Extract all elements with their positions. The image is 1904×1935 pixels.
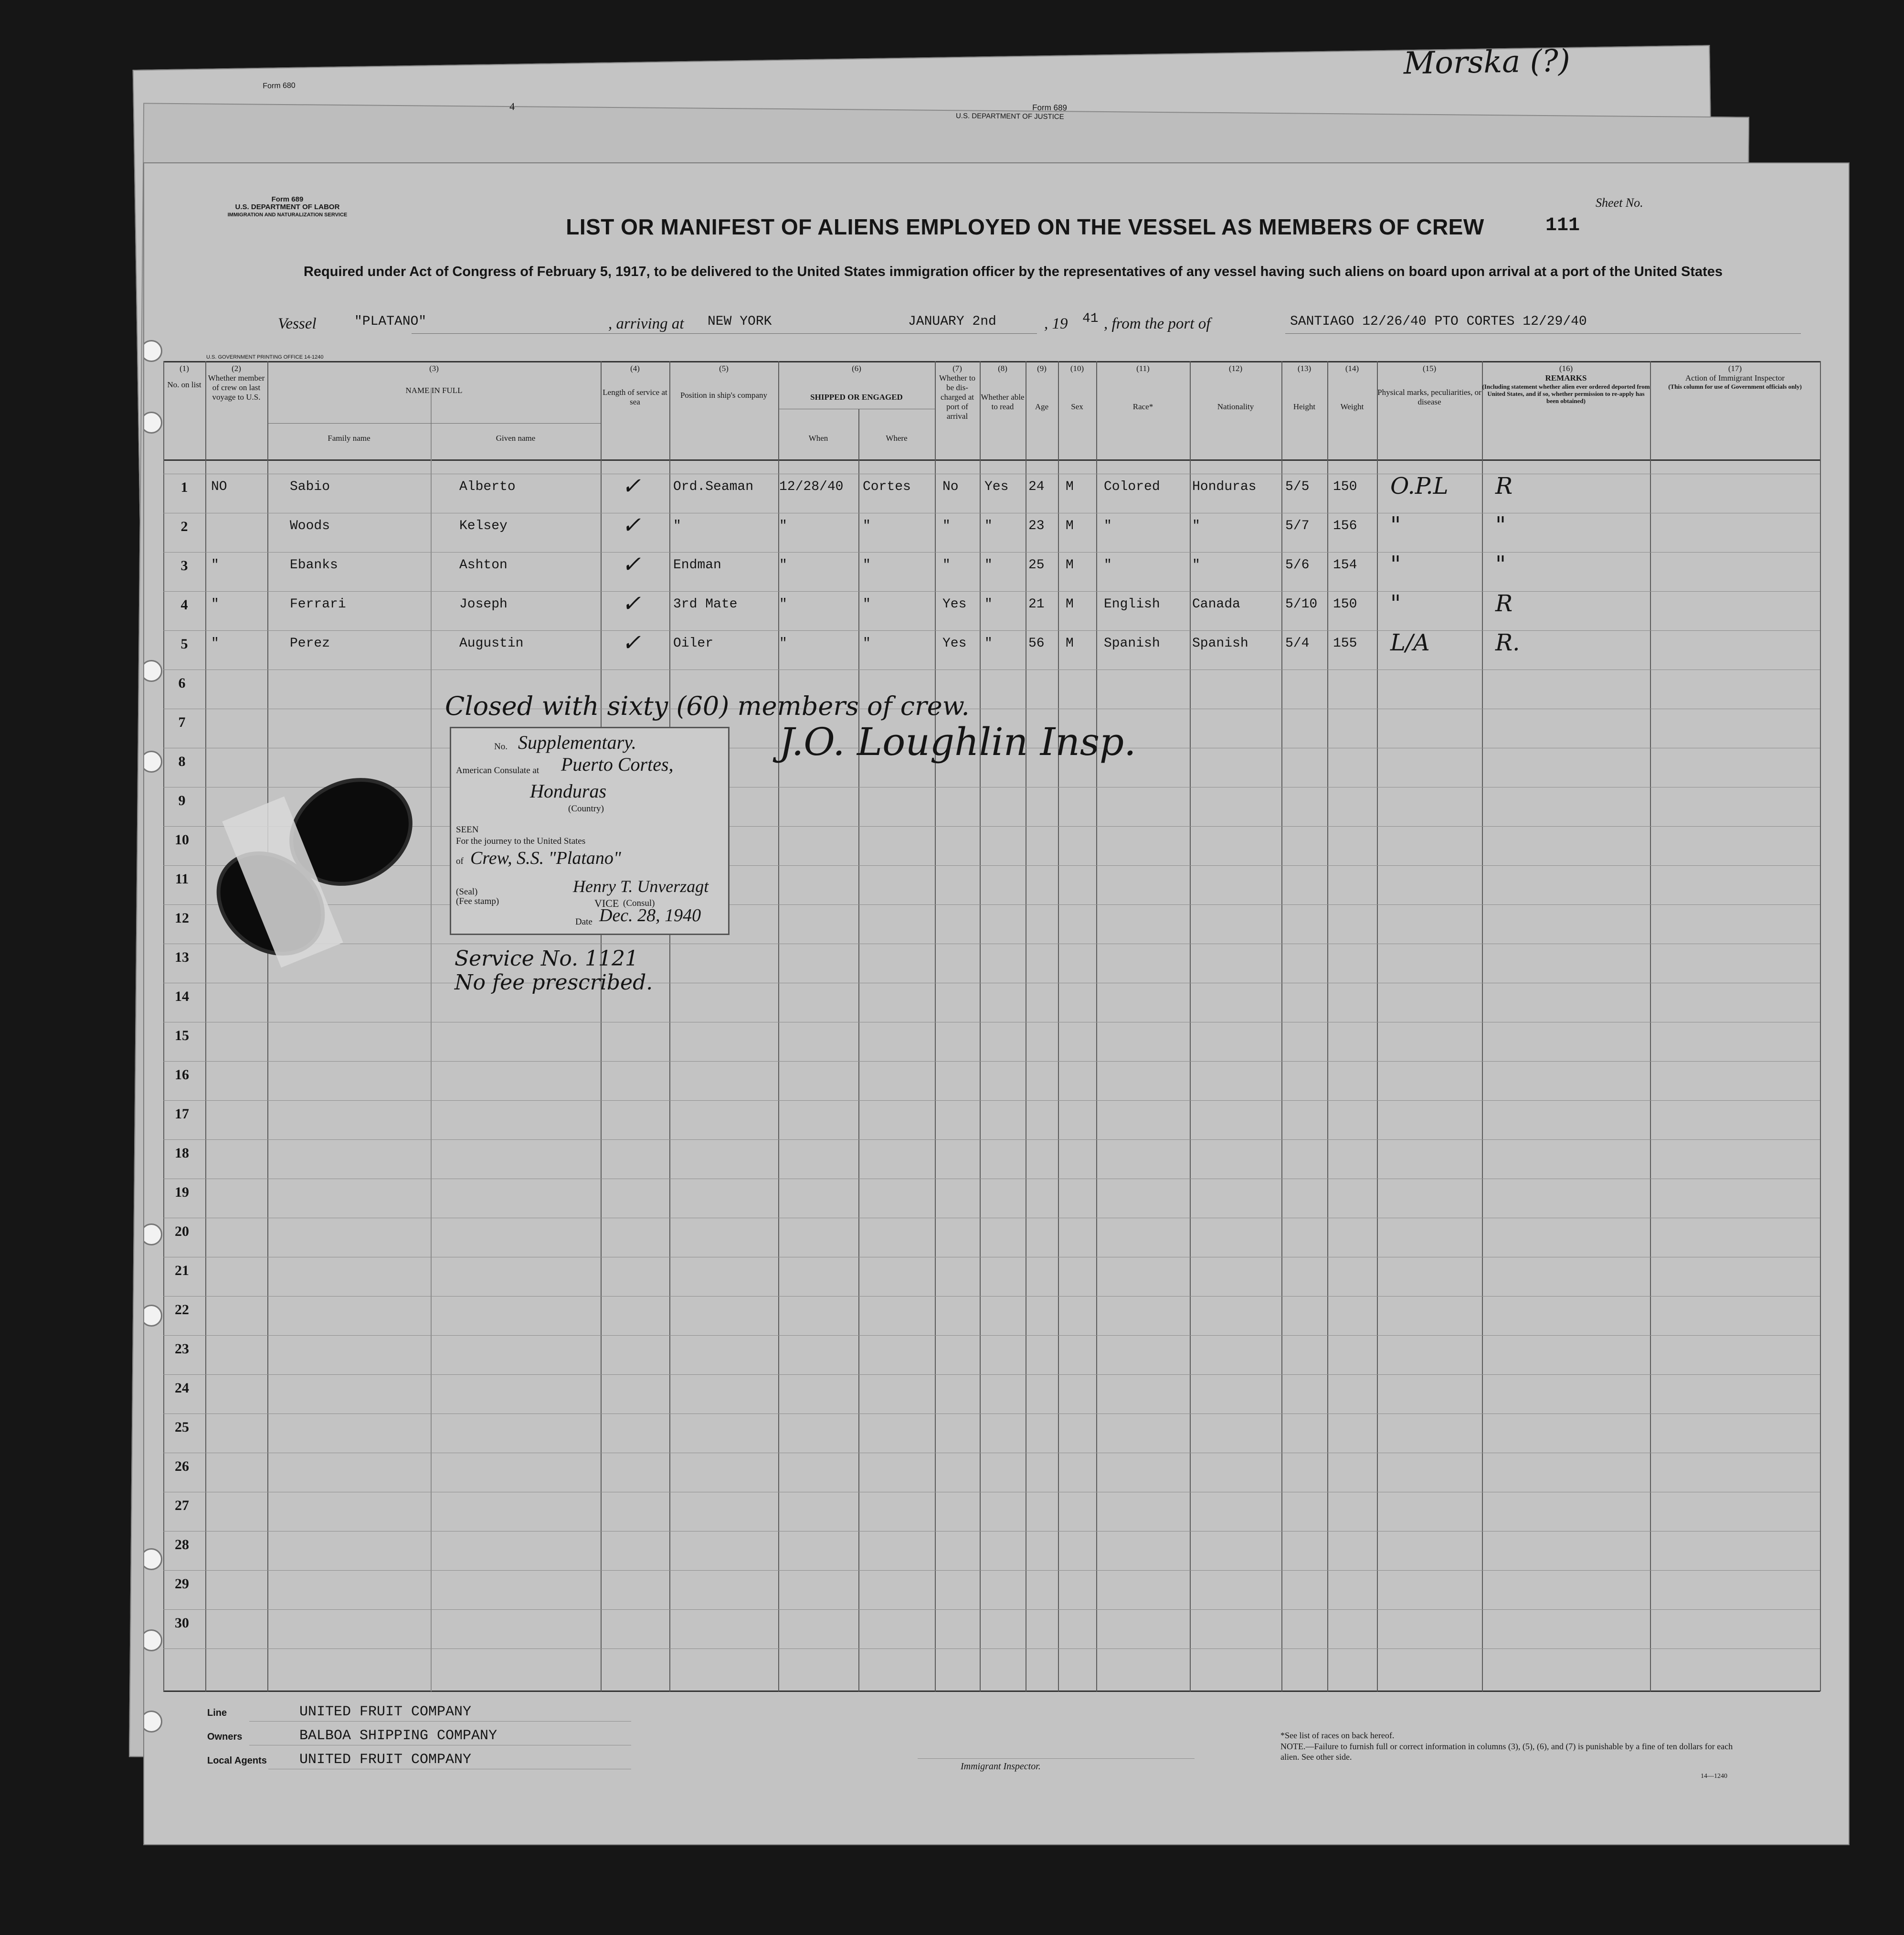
col11-number: (11) [1136, 364, 1150, 373]
row-2-weight: 156 [1333, 519, 1357, 533]
col-header-discharged: Whether to be dis-charged at port of arrival [939, 373, 975, 421]
row-rule [163, 1296, 1820, 1297]
row-2-sex: M [1066, 519, 1074, 533]
row-number: 15 [175, 1028, 189, 1043]
row-2-discharged: " [942, 519, 951, 533]
col10-number: (10) [1070, 364, 1084, 373]
row-5-given: Augustin [459, 636, 524, 651]
header-bottom-rule [163, 459, 1820, 461]
row-rule [163, 1648, 1820, 1649]
row-4-when: " [779, 597, 787, 612]
row-4-nationality: Canada [1192, 597, 1240, 612]
col15-number: (15) [1422, 364, 1437, 373]
row-1-discharged: No [942, 479, 959, 494]
col-header-physical-marks: Physical marks, peculiarities, or disease [1377, 388, 1481, 406]
col3-number: (3) [429, 364, 439, 373]
col-header-where: Where [886, 434, 908, 443]
stamp-consul-label: (Consul) [623, 898, 655, 908]
table-bottom-rule [163, 1690, 1820, 1692]
row-3-marks: " [1390, 551, 1401, 578]
row-number: 16 [175, 1067, 189, 1083]
row-rule [163, 904, 1820, 905]
owners-label: Owners [207, 1732, 243, 1742]
row-rule [163, 826, 1820, 827]
line-label: Line [207, 1708, 227, 1718]
col-header-able-to-read: Whether able to read [981, 393, 1025, 411]
stamp-signature: Henry T. Unverzagt [573, 877, 709, 896]
row-rule [163, 1374, 1820, 1375]
row-number: 24 [175, 1380, 189, 1396]
arrival-port: NEW YORK [708, 314, 772, 329]
row-rule [163, 1100, 1820, 1101]
row-rule [163, 1061, 1820, 1062]
col-header-name: NAME IN FULL [405, 386, 463, 395]
sheet-number: 111 [1545, 215, 1580, 236]
row-number: 6 [178, 675, 186, 691]
punch-hole [143, 1305, 162, 1327]
manifest-subtitle: Required under Act of Congress of February 5, 1917, to be delivered to the United States immigration officer by the representatives of any vessel having such aliens on board upon arrival at a port of the United States [303, 264, 1723, 279]
row-4-no: 4 [180, 597, 188, 613]
row-5-race: Spanish [1104, 636, 1160, 651]
row-1-nationality: Honduras [1192, 479, 1257, 494]
col-header-position: Position in ship's company [680, 391, 768, 400]
stamp-vice: VICE [594, 897, 619, 909]
col-header-remarks: REMARKS [1545, 373, 1587, 383]
service-label: IMMIGRATION AND NATURALIZATION SERVICE [227, 212, 348, 218]
owners-value: BALBOA SHIPPING COMPANY [299, 1728, 497, 1744]
printing-office: U.S. GOVERNMENT PRINTING OFFICE 14-1240 [206, 354, 324, 360]
col16-number: (16) [1559, 364, 1573, 373]
bg-form-label: Form 680 [263, 81, 296, 90]
col-header-length-of-service: Length of service at sea [603, 388, 667, 406]
row-3-nationality: " [1192, 558, 1200, 573]
stamp-journey: For the journey to the United States [456, 836, 586, 846]
bg-department: U.S. DEPARTMENT OF JUSTICE [955, 112, 1064, 121]
row-4-read: " [984, 597, 993, 612]
inspector-label: Immigrant Inspector. [961, 1761, 1041, 1772]
row-number: 17 [175, 1106, 189, 1122]
row-number: 7 [178, 714, 186, 730]
row-2-marks: " [1390, 512, 1401, 539]
arrival-year: 41 [1082, 311, 1099, 326]
row-5-remarks: R. [1495, 629, 1520, 656]
row-3-last: " [211, 558, 219, 573]
row-number: 10 [175, 832, 189, 848]
row-2-nationality: " [1192, 519, 1200, 533]
row-number: 18 [175, 1145, 189, 1161]
punch-hole [143, 751, 162, 773]
row-number: 12 [175, 910, 189, 926]
row-2-where: " [863, 519, 871, 533]
vessel-name: "PLATANO" [354, 314, 427, 329]
row-number: 25 [175, 1419, 189, 1435]
stamp-country-label: (Country) [568, 804, 604, 814]
penalty-note: NOTE.—Failure to furnish full or correct information in columns (3), (5), (6), and (7) is punishable by a fine of ten dollars for each alien. See other side. [1280, 1742, 1733, 1762]
service-number-note: Service No. 1121 [455, 946, 638, 971]
stamp-fee-label: (Fee stamp) [456, 896, 499, 906]
row-number: 22 [175, 1302, 189, 1318]
row-4-marks: " [1390, 590, 1401, 617]
stamp-of-label: of [456, 856, 464, 866]
row-1-sex: M [1066, 479, 1074, 494]
row-5-nationality: Spanish [1192, 636, 1248, 651]
stamp-date-label: Date [575, 917, 592, 927]
row-number: 23 [175, 1341, 189, 1357]
stamp-seal-label: (Seal) [456, 887, 478, 897]
row-1-age: 24 [1028, 479, 1045, 494]
row-1-family: Sabio [290, 479, 330, 494]
row-rule [163, 1139, 1820, 1140]
col-header-when: When [808, 434, 828, 443]
row-5-sex: M [1066, 636, 1074, 651]
row-2-position: " [673, 519, 681, 533]
row-5-read: " [984, 636, 993, 651]
row-5-family: Perez [290, 636, 330, 651]
stamp-no-label: No. [494, 742, 508, 752]
stamp-date-value: Dec. 28, 1940 [599, 905, 701, 925]
col-header-shipped: SHIPPED OR ENGAGED [810, 393, 903, 402]
col-line [1820, 361, 1821, 1691]
col8-number: (8) [998, 364, 1007, 373]
row-number: 26 [175, 1458, 189, 1474]
row-3-service: ✓ [622, 551, 641, 578]
row-3-weight: 154 [1333, 558, 1357, 573]
col-header-height: Height [1293, 402, 1316, 411]
row-4-family: Ferrari [290, 597, 346, 612]
row-1-no: 1 [180, 479, 188, 495]
row-4-weight: 150 [1333, 597, 1357, 612]
inspector-signature: J.O. Loughlin Insp. [779, 720, 1136, 764]
col5-number: (5) [719, 364, 729, 373]
row-number: 29 [175, 1576, 189, 1592]
col-header-family-name: Family name [328, 434, 370, 443]
no-fee-note: No fee prescribed. [455, 970, 653, 995]
inspector-signature-line [918, 1758, 1195, 1759]
row-number: 27 [175, 1498, 189, 1513]
row-5-when: " [779, 636, 787, 651]
row-4-age: 21 [1028, 597, 1045, 612]
stamp-no-value: Supplementary. [518, 732, 636, 753]
row-3-race: " [1104, 558, 1112, 573]
sheet-no-label: Sheet No. [1596, 196, 1643, 210]
row-3-given: Ashton [459, 558, 508, 573]
row-4-last: " [211, 597, 219, 612]
row-2-read: " [984, 519, 993, 533]
row-number: 20 [175, 1223, 189, 1239]
stamp-of-value: Crew, S.S. "Platano" [470, 848, 621, 868]
punch-hole [143, 1223, 162, 1245]
row-2-remarks: " [1495, 512, 1506, 539]
row-4-remarks: R [1495, 590, 1513, 617]
row-rule [163, 865, 1820, 866]
row-5-last: " [211, 636, 219, 651]
manifest-sheet [143, 162, 1850, 1845]
from-underline [1285, 333, 1801, 334]
stamp-consulate-value: Puerto Cortes, [561, 754, 674, 775]
row-1-weight: 150 [1333, 479, 1357, 494]
row-1-read: Yes [984, 479, 1009, 494]
row-3-where: " [863, 558, 871, 573]
row-1-race: Colored [1104, 479, 1160, 494]
row-1-when: 12/28/40 [779, 479, 844, 494]
col-header-given-name: Given name [496, 434, 536, 443]
agents-value: UNITED FRUIT COMPANY [299, 1752, 472, 1768]
row-4-service: ✓ [622, 590, 641, 617]
col-header-sex: Sex [1071, 402, 1083, 411]
from-port-label: , from the port of [1104, 315, 1211, 332]
col-line [431, 388, 432, 1691]
row-4-given: Joseph [459, 597, 508, 612]
row-3-age: 25 [1028, 558, 1045, 573]
form-code: 14—1240 [1701, 1773, 1727, 1780]
races-note: *See list of races on back hereof. [1280, 1731, 1395, 1740]
col-header-last-voyage: Whether member of crew on last voyage to U.S. [208, 373, 265, 402]
form-number: Form 689 [271, 195, 304, 203]
punch-hole [143, 340, 162, 362]
col12-number: (12) [1228, 364, 1243, 373]
col4-number: (4) [630, 364, 640, 373]
row-1-service: ✓ [622, 473, 641, 500]
row-number: 9 [178, 793, 186, 808]
col1-number: (1) [180, 364, 189, 373]
row-4-where: " [863, 597, 871, 612]
col6-number: (6) [852, 364, 861, 373]
row-rule [163, 1570, 1820, 1571]
row-4-discharged: Yes [942, 597, 967, 612]
row-5-weight: 155 [1333, 636, 1357, 651]
row-number: 30 [175, 1615, 189, 1631]
port-underline [703, 333, 1037, 334]
col17-number: (17) [1728, 364, 1742, 373]
row-2-family: Woods [290, 519, 330, 533]
row-2-race: " [1104, 519, 1112, 533]
closing-note: Closed with sixty (60) members of crew. [445, 691, 970, 721]
arrival-date: JANUARY 2nd [908, 314, 996, 329]
manifest-title: LIST OR MANIFEST OF ALIENS EMPLOYED ON THE VESSEL AS MEMBERS OF CREW [566, 214, 1484, 239]
col-header-inspector-note: (This column for use of Government officials only) [1668, 383, 1802, 390]
bg-form-label-2: Form 689 [1032, 103, 1067, 113]
row-5-service: ✓ [622, 629, 641, 656]
vessel-label: Vessel [278, 315, 317, 332]
department-label: U.S. DEPARTMENT OF LABOR [235, 203, 340, 211]
punch-hole [143, 660, 162, 682]
bg-number: 4 [509, 100, 515, 113]
row-4-position: 3rd Mate [673, 597, 738, 612]
line-underline [249, 1721, 631, 1722]
row-number: 13 [175, 949, 189, 965]
row-1-remarks: R [1495, 473, 1513, 500]
row-1-last: NO [211, 479, 227, 494]
col-header-no-on-list: No. on list [167, 380, 201, 389]
row-number: 14 [175, 989, 189, 1004]
col9-number: (9) [1037, 364, 1047, 373]
row-rule [163, 1609, 1820, 1610]
col-header-race: Race* [1132, 402, 1153, 411]
punch-hole [143, 1711, 162, 1733]
col-header-weight: Weight [1340, 402, 1364, 411]
row-number: 19 [175, 1184, 189, 1200]
punch-hole [143, 1548, 162, 1570]
col14-number: (14) [1345, 364, 1359, 373]
row-3-sex: M [1066, 558, 1074, 573]
col-header-age: Age [1035, 402, 1049, 411]
stamp-seen: SEEN [456, 825, 479, 835]
col-header-nationality: Nationality [1217, 402, 1254, 411]
row-2-age: 23 [1028, 519, 1045, 533]
row-3-position: Endman [673, 558, 721, 573]
punch-hole [143, 1629, 162, 1651]
row-3-height: 5/6 [1285, 558, 1310, 573]
row-2-service: ✓ [622, 512, 641, 539]
year-prefix: , 19 [1044, 315, 1068, 332]
arriving-label: , arriving at [608, 315, 684, 332]
departure-ports: SANTIAGO 12/26/40 PTO CORTES 12/29/40 [1290, 314, 1587, 329]
row-4-sex: M [1066, 597, 1074, 612]
row-3-no: 3 [180, 558, 188, 574]
row-2-when: " [779, 519, 787, 533]
row-5-where: " [863, 636, 871, 651]
row-number: 11 [175, 871, 189, 887]
col2-number: (2) [232, 364, 241, 373]
row-2-height: 5/7 [1285, 519, 1310, 533]
row-5-height: 5/4 [1285, 636, 1310, 651]
stamp-country-value: Honduras [530, 780, 607, 802]
row-1-position: Ord.Seaman [673, 479, 754, 494]
col-header-inspector-action: Action of Immigrant Inspector [1685, 373, 1785, 383]
line-value: UNITED FRUIT COMPANY [299, 1704, 472, 1720]
row-3-discharged: " [942, 558, 951, 573]
row-4-height: 5/10 [1285, 597, 1318, 612]
row-2-no: 2 [180, 519, 188, 534]
col13-number: (13) [1297, 364, 1312, 373]
col7-number: (7) [952, 364, 962, 373]
row-2-given: Kelsey [459, 519, 508, 533]
row-4-race: English [1104, 597, 1160, 612]
row-1-height: 5/5 [1285, 479, 1310, 494]
stamp-consulate-label: American Consulate at [456, 765, 539, 776]
row-number: 8 [178, 754, 186, 769]
bg-handwritten-name: Morska (?) [1403, 43, 1571, 82]
punch-hole [143, 412, 162, 434]
row-5-position: Oiler [673, 636, 714, 651]
row-1-marks: O.P.L [1390, 473, 1449, 500]
row-1-where: Cortes [863, 479, 911, 494]
row-rule [163, 1335, 1820, 1336]
row-number: 21 [175, 1263, 189, 1278]
row-5-marks: L/A [1390, 629, 1430, 656]
col-header-remarks-note: (Including statement whether alien ever ordered deported from United States, and if so, whether permission to re-apply has been obtained) [1482, 383, 1650, 404]
row-1-given: Alberto [459, 479, 516, 494]
row-3-family: Ebanks [290, 558, 338, 573]
row-5-no: 5 [180, 636, 188, 652]
row-3-read: " [984, 558, 993, 573]
row-number: 28 [175, 1537, 189, 1552]
consular-stamp [450, 727, 730, 935]
table-top-rule [163, 361, 1820, 362]
row-3-remarks: " [1495, 551, 1506, 578]
vessel-underline [412, 333, 748, 334]
name-subheader-rule [268, 423, 601, 424]
row-5-age: 56 [1028, 636, 1045, 651]
agents-label: Local Agents [207, 1755, 267, 1766]
row-5-discharged: Yes [942, 636, 967, 651]
row-3-when: " [779, 558, 787, 573]
